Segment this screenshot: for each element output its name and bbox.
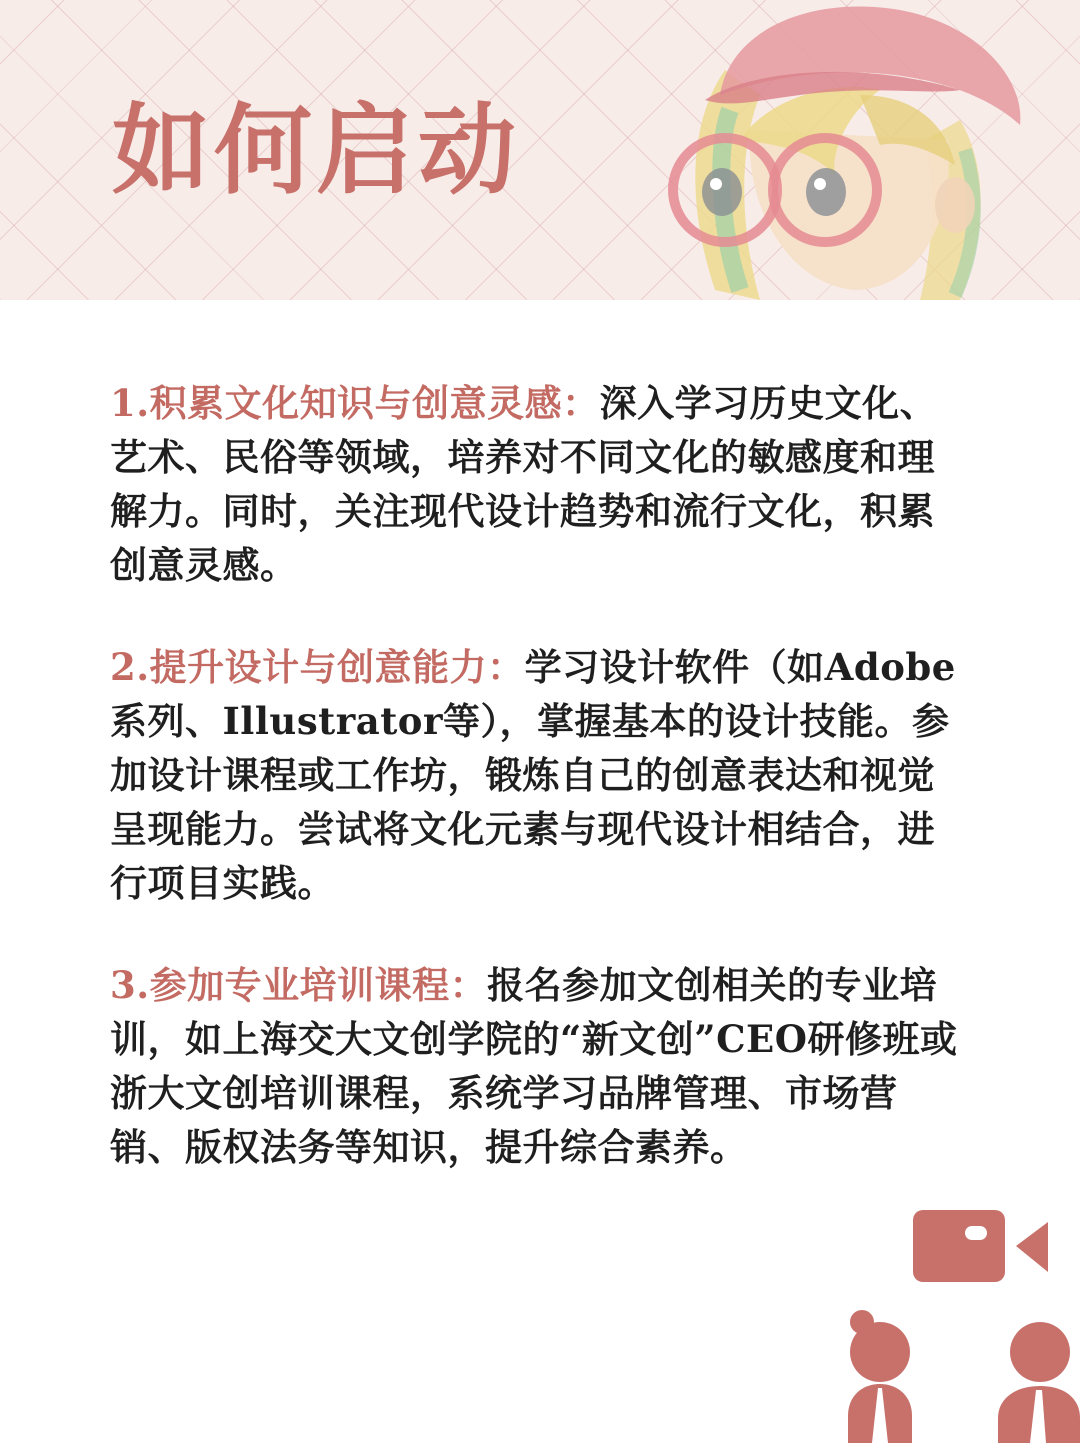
step-1-body: 深入学习历史文化、艺术、民俗等领域，培养对不同文化的敏感度和理解力。同时，关注现代设计趋势和流行文化，积累创意灵感。	[110, 381, 938, 587]
video-meeting-icon	[830, 1196, 1080, 1443]
header-banner	[0, 0, 1080, 300]
step-3-body: 报名参加文创相关的专业培训，如上海交大文创学院的“新文创”CEO研修班或浙大文创培训课程，系统学习品牌管理、市场营销、版权法务等知识，提升综合素养。	[110, 963, 958, 1169]
step-2-paragraph	[110, 640, 972, 910]
content-body	[110, 376, 972, 1222]
page-title: 如何启动	[112, 94, 521, 208]
step-1-paragraph	[110, 376, 972, 592]
step-1-heading: 1.积累文化知识与创意灵感：	[110, 381, 600, 425]
step-2-body: 学习设计软件（如Adobe系列、Illustrator等），掌握基本的设计技能。参加设计课程或工作坊，锻炼自己的创意表达和视觉呈现能力。尝试将文化元素与现代设计相结合，进行项目实践。	[110, 645, 956, 905]
cartoon-girl-with-glasses-icon	[630, 0, 1080, 300]
step-3-paragraph	[110, 958, 972, 1174]
step-2-heading: 2.提升设计与创意能力：	[110, 645, 525, 689]
step-3-heading: 3.参加专业培训课程：	[110, 963, 488, 1007]
